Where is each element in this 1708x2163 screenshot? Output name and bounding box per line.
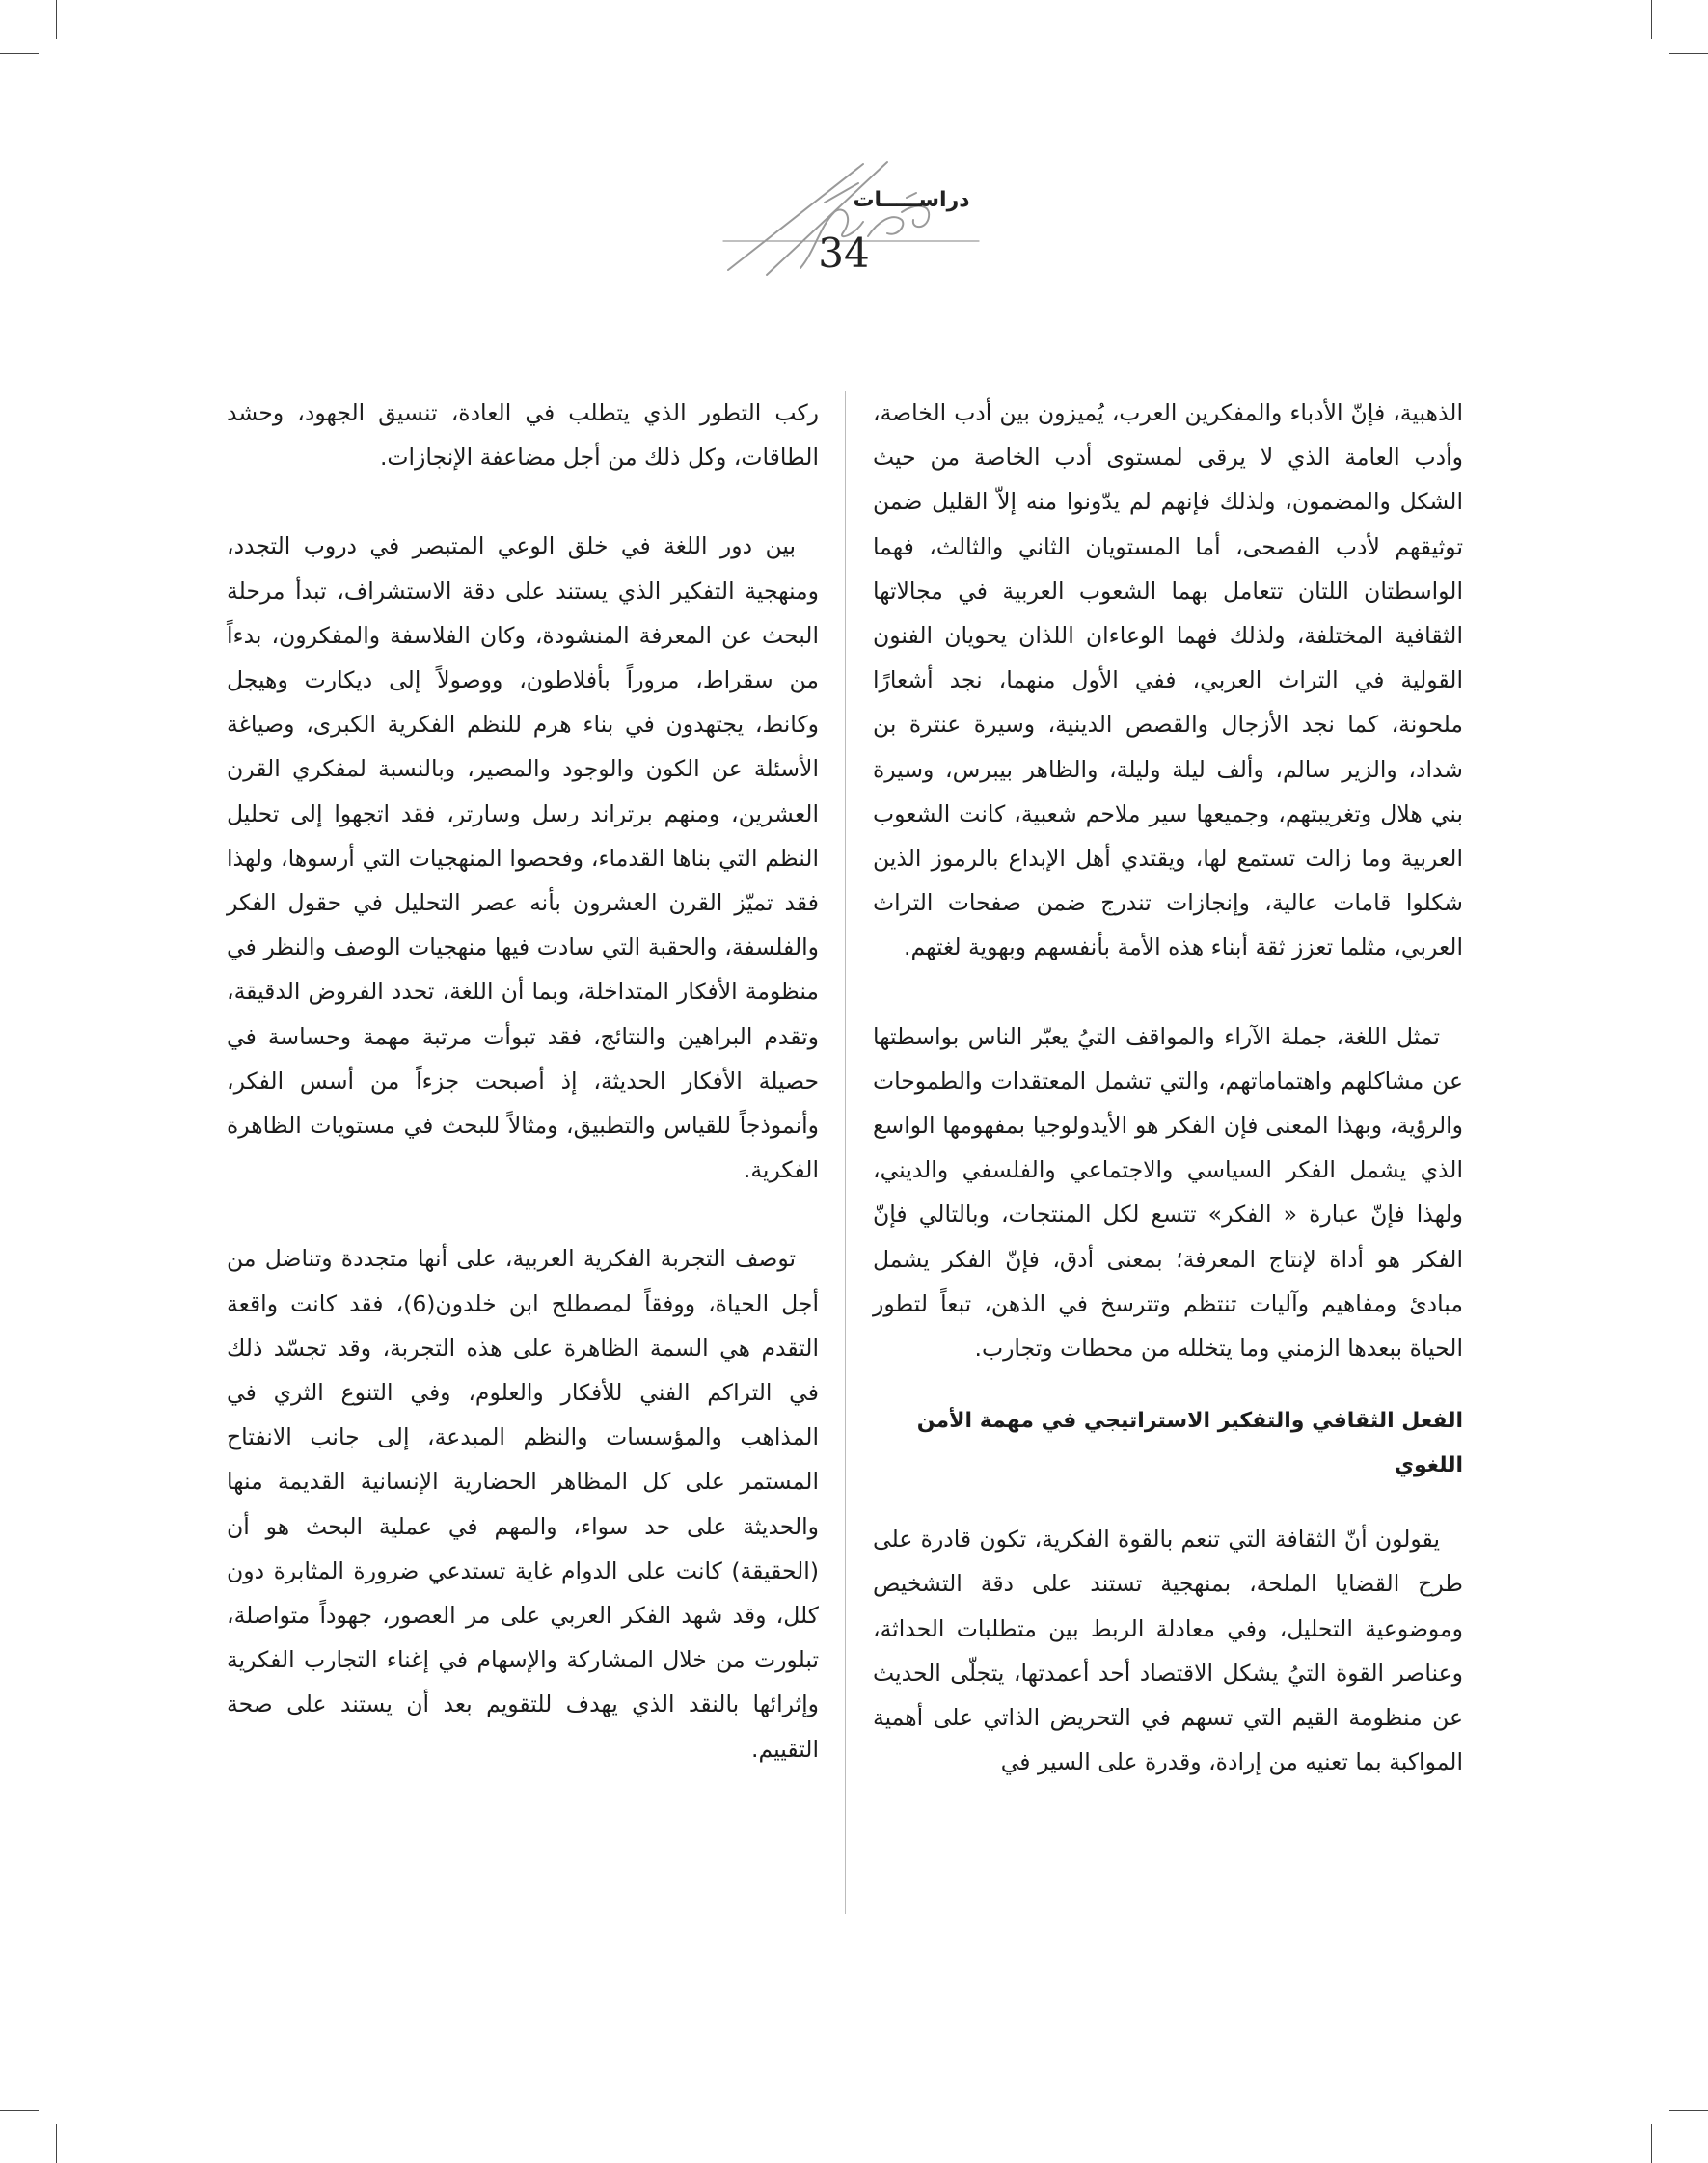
paragraph: توصف التجربة الفكرية العربية، على أنها متجددة وتناضل من أجل الحياة، ووفقاً لمصطلح ابن خلدون(6)، فقد كانت واقعة التقدم هي السمة الظاهرة على هذه التجربة، وقد تجسّد ذلك في التراكم الفني للأفكار والعلوم، وفي التنوع الثري في المذاهب والمؤسسات والنظم المبدعة، إلى جانب الانفتاح المستمر على كل المظاهر الحضارية الإنسانية القديمة منها والحديثة على حد سواء، والمهم في عملية البحث هو أن (الحقيقة) كانت على الدوام غاية تستدعي ضرورة المثابرة دون كلل، وقد شهد الفكر العربي على مر العصور، جهوداً متواصلة، تبلورت من خلال المشاركة والإسهام في إغناء التجارب الفكرية وإثرائها بالنقد الذي يهدف للتقويم بعد أن يستند على صحة التقييم. [227,1245,819,1763]
crop-mark [1669,53,1708,54]
right-column [873,391,1463,1784]
section-label: دراســـــات [853,188,970,212]
crop-mark [0,2110,39,2111]
paragraph: بين دور اللغة في خلق الوعي المتبصر في دروب التجدد، ومنهجية التفكير الذي يستند على دقة الاستشراف، تبدأ مرحلة البحث عن المعرفة المنشودة، وكان الفلاسفة والمفكرون، بدءاً من سقراط، مروراً بأفلاطون، ووصولاً إلى ديكارت وهيجل وكانط، يجتهدون في بناء هرم للنظم الفكرية الكبرى، وصياغة الأسئلة عن الكون والوجود والمصير، وبالنسبة لمفكري القرن العشرين، ومنهم برتراند رسل وسارتر، فقد اتجهوا إلى تحليل النظم التي بناها القدماء، وفحصوا المنهجيات التي أرسوها، ولهذا فقد تميّز القرن العشرون بأنه عصر التحليل في حقول الفكر والفلسفة، والحقبة التي سادت فيها منهجيات الوصف والنظر في منظومة الأفكار المتداخلة، وبما أن اللغة، تحدد الفروض الدقيقة، وتقدم البراهين والنتائج، فقد تبوأت مرتبة مهمة وحساسة في حصيلة الأفكار الحديثة، إذ أصبحت جزءاً من أسس الفكر، وأنموذجاً للقياس والتطبيق، ومثالاً للبحث في مستويات الظاهرة الفكرية. [227,532,819,1184]
paragraph: الذهبية، فإنّ الأدباء والمفكرين العرب، يُميزون بين أدب الخاصة، وأدب العامة الذي لا يرقى لمستوى أدب الخاصة من حيث الشكل والمضمون، ولذلك فإنهم لم يدّونوا منه إلاّ القليل ضمن توثيقهم لأدب الفصحى، أما المستويان الثاني والثالث، فهما الواسطتان اللتان تتعامل بهما الشعوب العربية في مجالاتها الثقافية المختلفة، ولذلك فهما الوعاءان اللذان يحويان الفنون القولية في التراث العربي، ففي الأول منهما، نجد أشعارًا ملحونة، كما نجد الأزجال والقصص الدينية، وسيرة عنترة بن شداد، والزير سالم، وألف ليلة وليلة، والظاهر بيبرس، وسيرة بني هلال وتغريبتهم، وجميعها سير ملاحم شعبية، كانت الشعوب العربية وما زالت تستمع لها، ويقتدي أهل الإبداع بالرموز الذين شكلوا قامات عالية، وإنجازات تندرج ضمن صفحات التراث العربي، مثلما تعزز ثقة أبناء هذه الأمة بأنفسهم وبهوية لغتهم. [873,399,1463,961]
section-heading: الفعل الثقافي والتفكير الاستراتيجي في مهمة الأمن اللغوي [916,1409,1463,1478]
crop-mark [1651,0,1652,39]
crop-mark [0,53,39,54]
page-number: 34 [818,230,870,277]
paragraph: تمثل اللغة، جملة الآراء والمواقف التيُ يعبّر الناس بواسطتها عن مشاكلهم واهتماماتهم، والتي تشمل المعتقدات والطموحات والرؤية، وبهذا المعنى فإن الفكر هو الأيدولوجيا بمفهومها الواسع الذي يشمل الفكر السياسي والاجتماعي والفلسفي والديني، ولهذا فإنّ عبارة « الفكر» تتسع لكل المنتجات، وبالتالي فإنّ الفكر هو أداة لإنتاج المعرفة؛ بمعنى أدق، فإنّ الفكر يشمل مبادئ ومفاهيم وآليات تنتظم وتترسخ في الذهن، تبعاً لتطور الحياة ببعدها الزمني وما يتخلله من محطات وتجارب. [873,1022,1463,1363]
left-column [227,391,819,1771]
crop-mark [56,2124,57,2163]
column-divider [845,391,846,1914]
paragraph: يقولون أنّ الثقافة التي تنعم بالقوة الفكرية، تكون قادرة على طرح القضايا الملحة، بمنهجية تستند على دقة التشخيص وموضوعية التحليل، وفي معادلة الربط بين متطلبات الحداثة، وعناصر القوة التيُ يشكل الاقتصاد أحد أعمدتها، يتجلّى الحديث عن منظومة القيم التي تسهم في التحريض الذاتي على أهمية المواكبة بما تعنيه من إرادة، وقدرة على السير في [873,1526,1463,1776]
paragraph: ركب التطور الذي يتطلب في العادة، تنسيق الجهود، وحشد الطاقات، وكل ذلك من أجل مضاعفة الإنجازات. [227,399,819,472]
crop-mark [1669,2110,1708,2111]
crop-mark [56,0,57,39]
crop-mark [1651,2124,1652,2163]
